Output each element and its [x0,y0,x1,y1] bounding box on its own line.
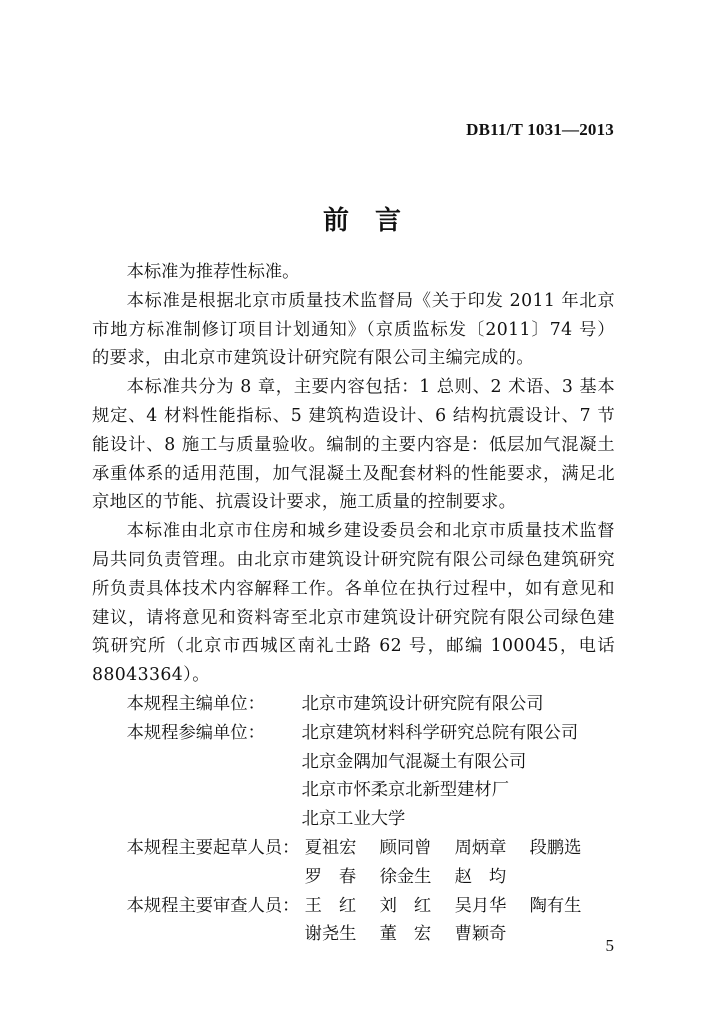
reviewer-name: 董宏 [379,924,449,945]
reviewer-name: 吴月华 [454,895,507,916]
drafters-row [92,834,615,892]
participating-unit: 北京工业大学 [301,809,406,830]
paragraph-4: 本标准由北京市住房和城乡建设委员会和北京市质量技术监督局共同负责管理。由北京市建筑设计研究院有限公司绿色建筑研究所负责具体技术内容解释工作。各单位在执行过程中，如有意见和建议，请将意见和资料寄至北京市建筑设计研究院有限公司绿色建筑研究所（北京市西城区南礼士路 62 号，邮编 100045，电话 88043364）。 [92,521,615,686]
drafter-name: 段鹏选 [529,837,582,858]
chief-unit-value: 北京市建筑设计研究院有限公司 [301,693,544,714]
paragraph-3: 本标准共分为 8 章，主要内容包括：1 总则、2 术语、3 基本规定、4 材料性能指标、5 建筑构造设计、6 结构抗震设计、7 节能设计、8 施工与质量验收。编制的主要内容是：低层加气混凝土承重体系的适用范围，加气混凝土及配套材料的性能要求，满足北京地区的节能、抗震设计要求，施工质量的控制要求。 [92,377,615,513]
reviewer-name: 曹颖奇 [454,924,507,945]
drafter-name: 顾同曾 [379,837,432,858]
standard-code: DB11/T 1031—2013 [466,120,614,139]
chief-unit-label: 本规程主编单位： [126,693,265,714]
participating-units-row [92,719,615,834]
participating-unit: 北京市怀柔京北新型建材厂 [301,780,509,801]
preface-body [92,258,615,949]
reviewer-name: 谢尧生 [304,924,357,945]
reviewers-row [92,892,615,950]
participating-unit: 北京金隅加气混凝土有限公司 [301,751,527,772]
reviewer-name: 王红 [304,895,374,916]
paragraph-2: 本标准是根据北京市质量技术监督局《关于印发 2011 年北京市地方标准制修订项目计划通知》（京质监标发〔2011〕74 号）的要求，由北京市建筑设计研究院有限公司主编完成的。 [92,290,615,369]
reviewers-label: 本规程主要审查人员： [126,895,300,916]
drafters-label: 本规程主要起草人员： [126,837,300,858]
drafter-name: 赵均 [454,866,524,887]
participating-units-label: 本规程参编单位： [126,722,265,743]
drafter-name: 徐金生 [379,866,432,887]
paragraph-1: 本标准为推荐性标准。 [126,262,300,282]
participating-unit: 北京建筑材料科学研究总院有限公司 [301,722,579,743]
drafter-name: 夏祖宏 [304,837,357,858]
reviewer-name: 刘红 [379,895,449,916]
drafter-name: 周炳章 [454,837,507,858]
reviewer-name: 陶有生 [529,895,582,916]
page-title: 前言 [322,206,427,236]
chief-unit-row [92,690,615,719]
page-number: 5 [605,936,614,955]
drafter-name: 罗春 [304,866,374,887]
